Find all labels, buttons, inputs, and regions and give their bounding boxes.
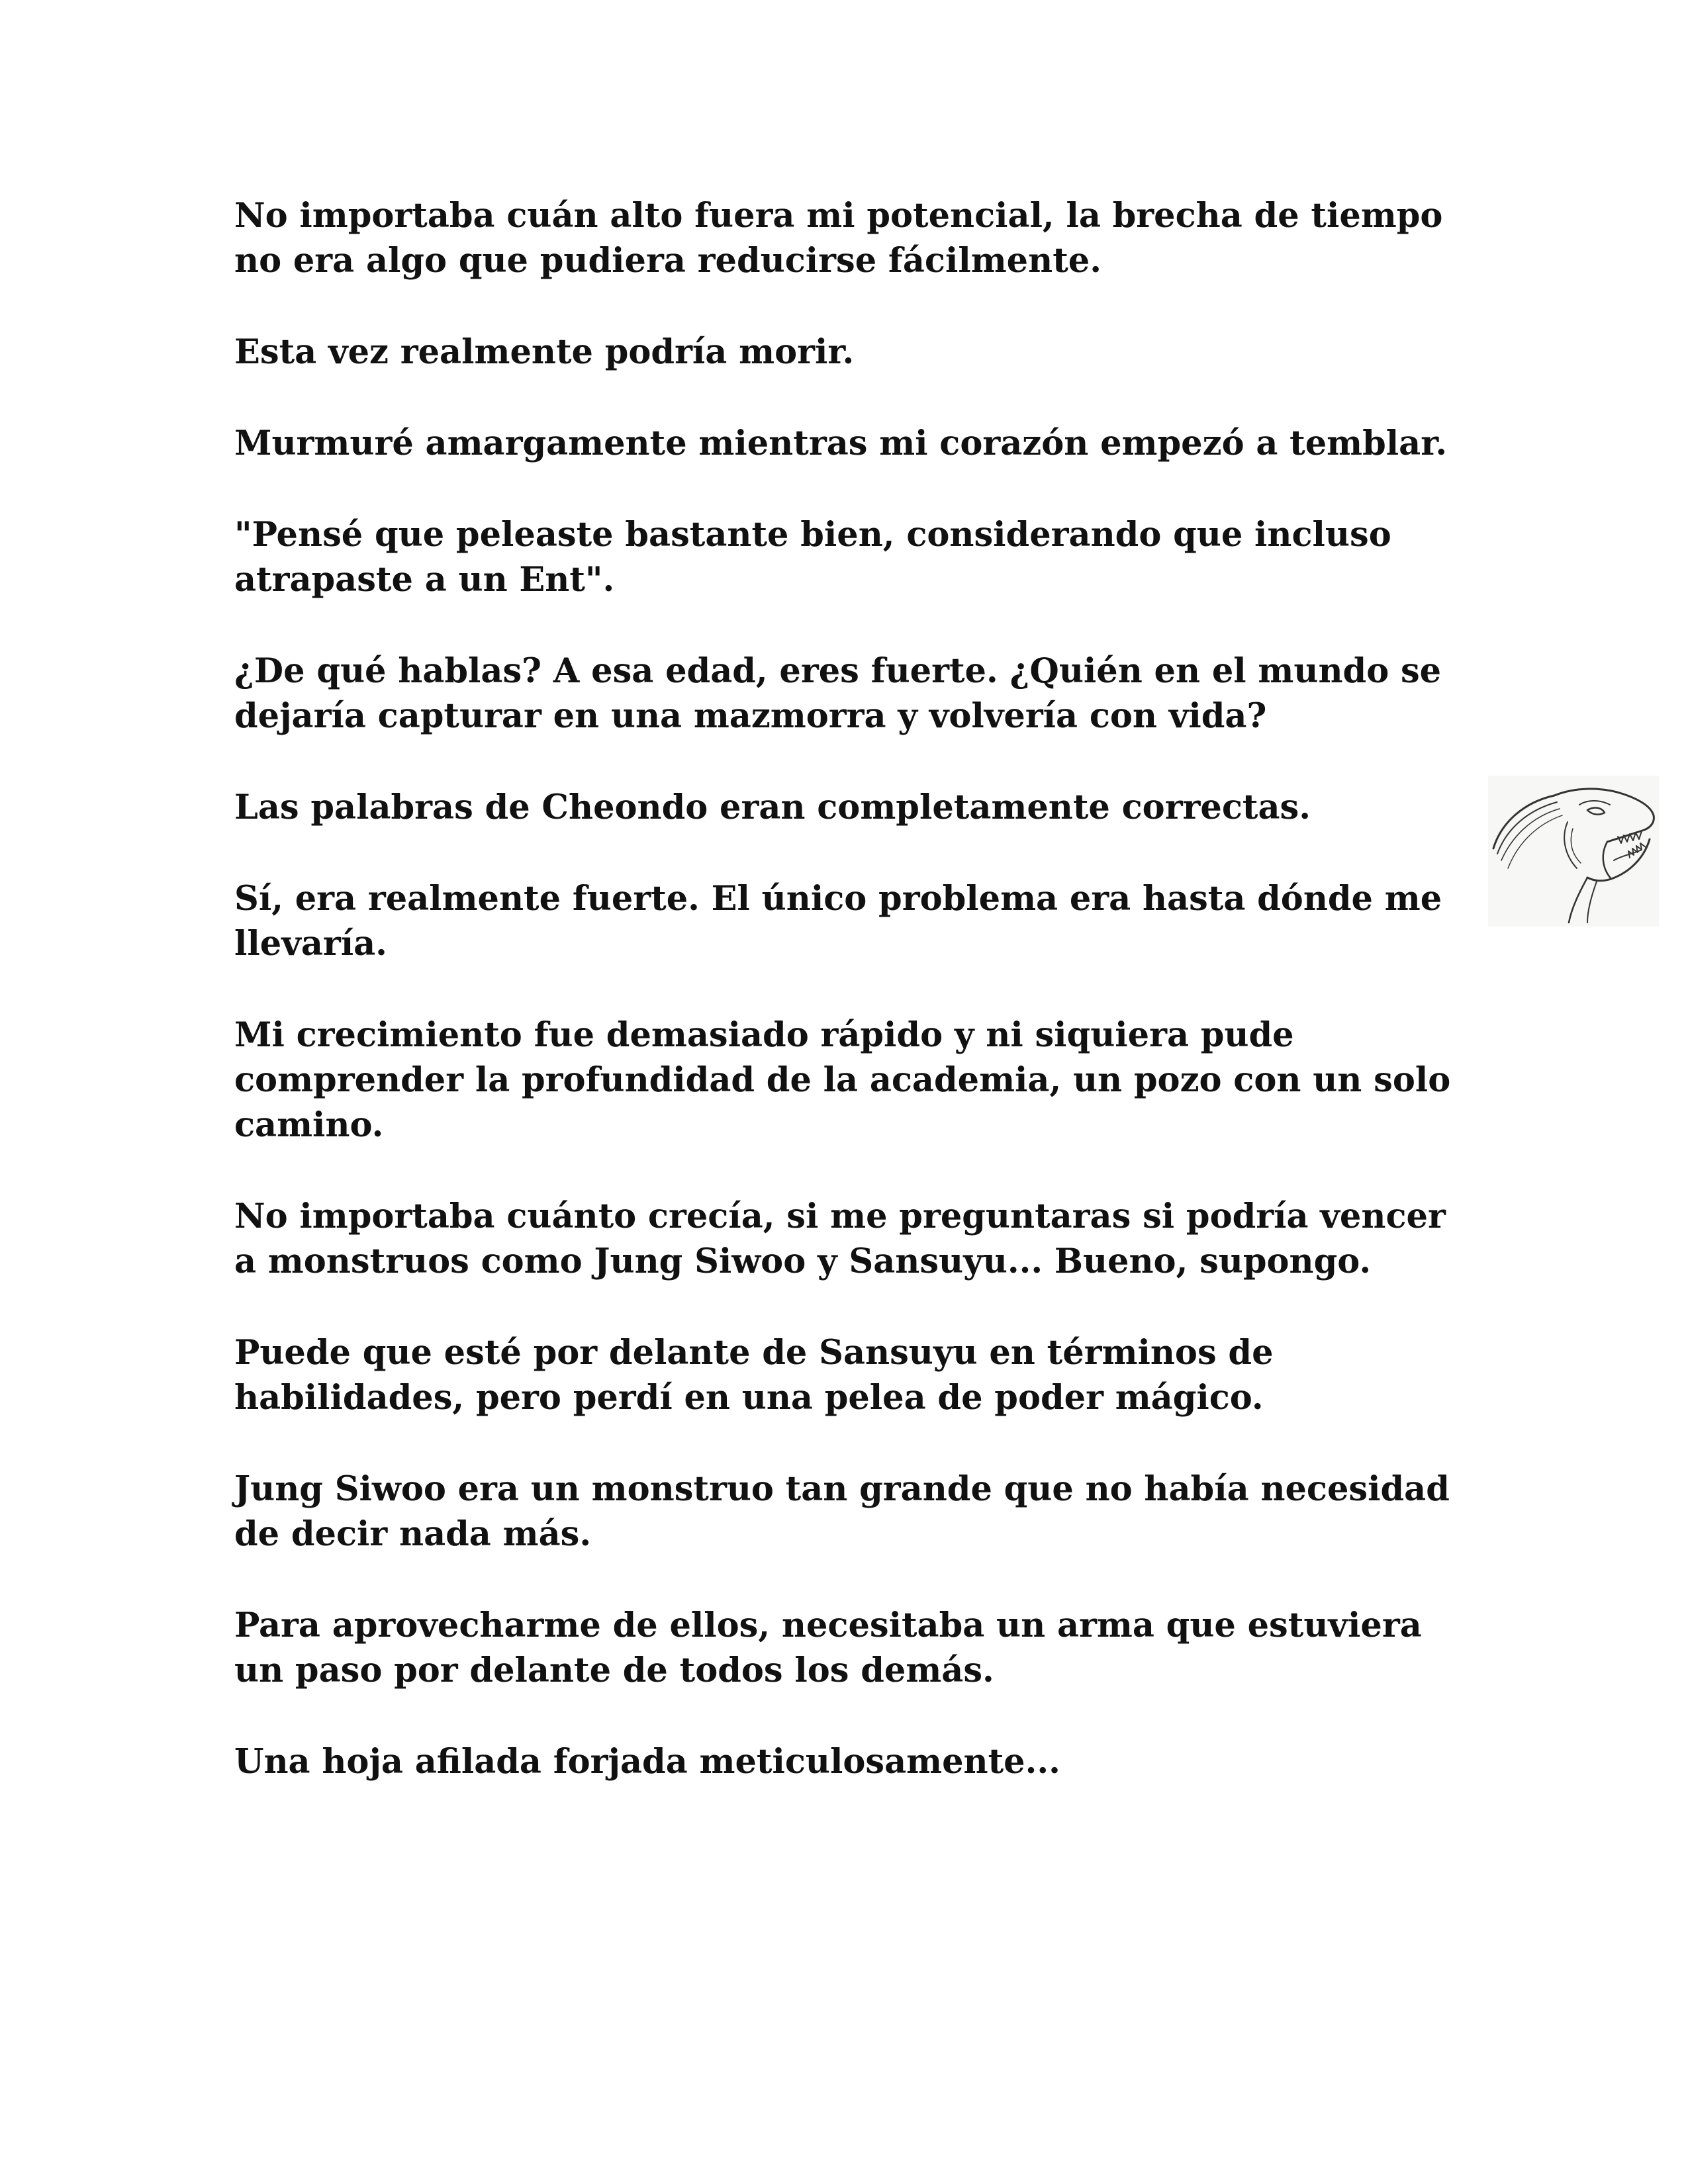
paragraph: No importaba cuán alto fuera mi potencial, la brecha de tiempo no era algo que pudiera reducirse fácilmente. (234, 196, 1443, 281)
watermark-logo (1488, 776, 1659, 927)
paragraph: No importaba cuánto crecía, si me preguntaras si podría vencer a monstruos como Jung Siwoo y Sansuyu... Bueno, supongo. (234, 1197, 1446, 1281)
paragraph: Puede que esté por delante de Sansuyu en términos de habilidades, pero perdí en una pelea de poder mágico. (234, 1333, 1274, 1418)
paragraph: Sí, era realmente fuerte. El único problema era hasta dónde me llevaría. (234, 879, 1442, 964)
dinosaur-head-icon (1488, 776, 1659, 927)
paragraph: Murmuré amargamente mientras mi corazón empezó a temblar. (234, 424, 1448, 463)
paragraph: ¿De qué hablas? A esa edad, eres fuerte. ¿Quién en el mundo se dejaría capturar en una mazmorra y volvería con vida? (234, 651, 1442, 736)
paragraph: Mi crecimiento fue demasiado rápido y ni siquiera pude comprender la profundidad de la academia, un pozo con un solo camino. (234, 1015, 1451, 1145)
paragraph: Para aprovecharme de ellos, necesitaba un arma que estuviera un paso por delante de todos los demás. (234, 1606, 1422, 1690)
paragraph: Una hoja afilada forjada meticulosamente... (234, 1742, 1060, 1782)
paragraph: Jung Siwoo era un monstruo tan grande que no había necesidad de decir nada más. (234, 1469, 1450, 1554)
paragraph: Las palabras de Cheondo eran completamente correctas. (234, 788, 1311, 827)
paragraph: Esta vez realmente podría morir. (234, 332, 855, 372)
body-text (234, 193, 1452, 1831)
paragraph: "Pensé que peleaste bastante bien, considerando que incluso atrapaste a un Ent". (234, 515, 1391, 600)
